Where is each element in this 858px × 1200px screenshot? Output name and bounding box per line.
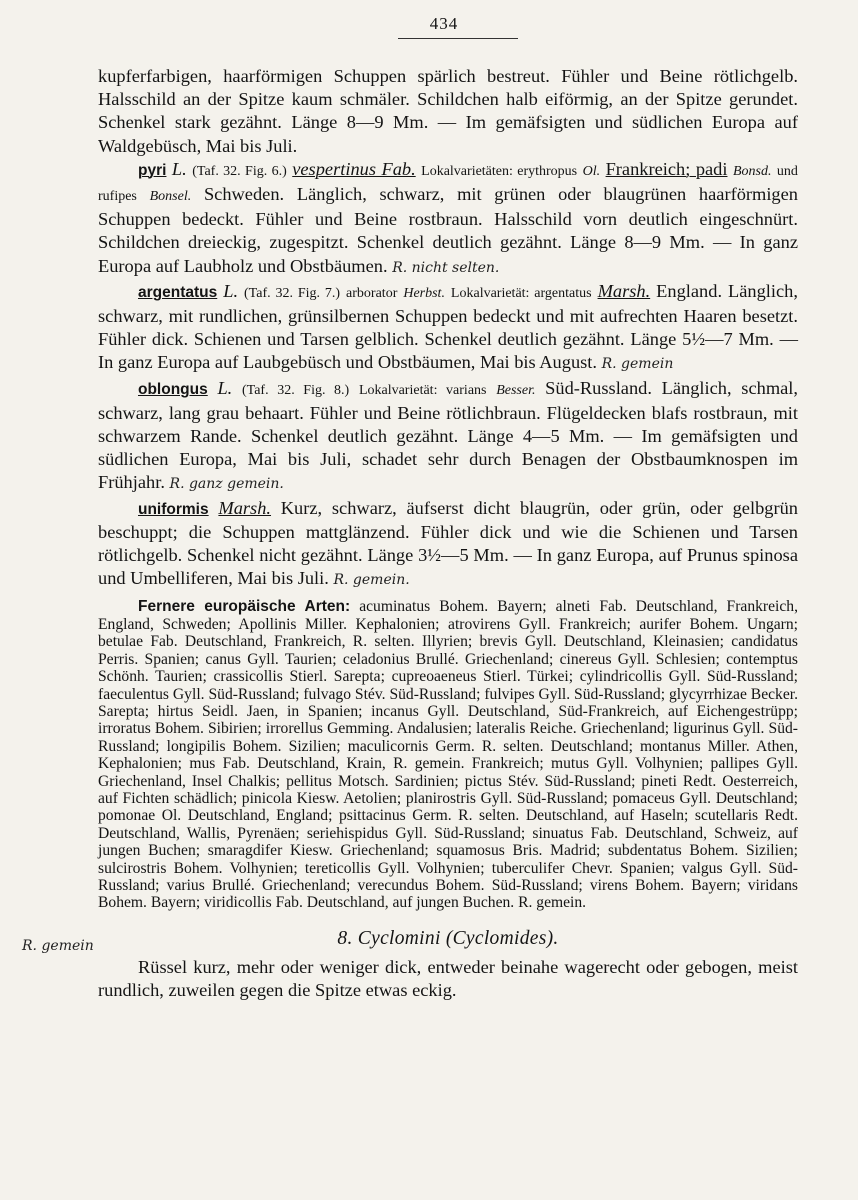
further-species-label: Fernere europäische Arten: xyxy=(138,598,351,616)
species-author: L. xyxy=(171,158,187,179)
handwritten-note: R. ganz gemein. xyxy=(169,476,284,493)
description: England. Länglich, schwarz, mit rundlichen, grünsilbernen Schuppen bedeckt und mit aufrechten Haaren besetzt. Fühler dick. Schienen und Tarsen gelblich. Schenkel deutlich gezähnt. Länge 5½—7 Mm. — In ganz Europa auf Laubgebüsch und Obstbäumen, Mai bis August. xyxy=(98,280,798,373)
variety-label: und rufipes xyxy=(98,163,798,205)
synonym: arborator xyxy=(346,285,398,301)
section-text xyxy=(98,956,798,1003)
species-author: Marsh. xyxy=(218,497,272,518)
variety-label: Lokalvarietät: varians xyxy=(358,382,487,398)
entry-pyri xyxy=(98,158,798,280)
further-species-paragraph xyxy=(98,598,798,911)
locality-text: Frankreich; padi xyxy=(605,158,728,179)
header-rule xyxy=(398,38,518,39)
further-species xyxy=(98,598,798,911)
page-number: 434 xyxy=(429,14,459,33)
paragraph-continued: kupferfarbigen, haarförmigen Schuppen spärlich bestreut. Fühler und Beine rötlichgelb. Halsschild an der Spitze kaum schmäler. Schildchen halb eiförmig, an der Spitze gerundet. Schenkel stark gezähnt. Länge 8—9 Mm. — Im gemäfsigten und südlichen Europa auf Waldgebüsch, Mai bis Juli. xyxy=(98,66,798,156)
species-name: oblongus xyxy=(138,380,208,398)
description: Schweden. Länglich, schwarz, mit grünen oder blaugrünen haarförmigen Schuppen bedeckt. Fühler und Beine rostbraun. Halsschild vorn deutlich eingeschnürt. Schildchen dreieckig, zugespitzt. Schenkel deutlich gezähnt. Länge 8—9 Mm. — In ganz Europa auf Laubholz und Obstbäumen. xyxy=(98,184,798,276)
variety-label: Lokalvarietät: argentatus xyxy=(450,285,592,301)
handwritten-note: R. nicht selten. xyxy=(392,259,500,276)
section-paragraph: Rüssel kurz, mehr oder weniger dick, entweder beinahe wagerecht oder gebogen, meist rundlich, zuweilen gegen die Spitze etwas eckig. xyxy=(98,956,798,1001)
species-name: argentatus xyxy=(138,283,218,301)
variety-label: Lokalvarietäten: erythropus xyxy=(421,163,578,179)
entry-oblongus xyxy=(98,377,798,497)
main-text xyxy=(98,65,798,592)
description: Süd-Russland. Länglich, schmal, schwarz, lang grau behaart. Fühler und Beine rötlichbraun. Flügeldecken blafs rostbraun, mit schwarzem Rande. Schenkel deutlich gezähnt. Länge 4—5 Mm. — Im gemäfsigten und südlichen Europa, Mai bis Juli, schadet sehr durch Benagen der Obstbaumknospen im Frühjahr. xyxy=(98,377,798,493)
handwritten-note: R. gemein. xyxy=(333,572,410,589)
plate-reference: (Taf. 32. Fig. 8.) xyxy=(241,382,350,398)
entry-argentatus xyxy=(98,280,798,377)
species-author: L. xyxy=(223,280,239,301)
variety-author: Marsh. xyxy=(597,280,651,301)
variety-author: Besser. xyxy=(496,382,536,398)
variety-author: Ol. xyxy=(582,163,601,179)
description: Kurz, schwarz, äufserst dicht blaugrün, oder grün, oder gelbgrün beschuppt; die Schuppen mattglänzend. Fühler dick und wie die Schienen und Tarsen rötlichgelb. Schenkel nicht gezähnt. Länge 3½—5 Mm. — In ganz Europa, auf Prunus spinosa und Umbelliferen, Mai bis Juli. xyxy=(98,497,798,589)
species-author: L. xyxy=(217,377,233,398)
plate-reference: (Taf. 32. Fig. 6.) xyxy=(192,163,287,179)
plate-reference: (Taf. 32. Fig. 7.) xyxy=(244,285,341,301)
synonym: vespertinus Fab. xyxy=(292,158,416,179)
species-name: uniformis xyxy=(138,500,209,518)
further-species-text: acuminatus Bohem. Bayern; alneti Fab. Deutschland, Frankreich, England, Schweden; Apollinis Miller. Kephalonien; atrovirens Gyll. Frankreich; aurifer Bohem. Ungarn; betulae Fab. Deutschland, Frankreich, R. selten. Illyrien; brevis Gyll. Deutschland, Kleinasien; candidatus Perris. Spanien; canus Gyll. Taurien; celadonius Brullé. Griechenland; cinereus Gyll. Schlesien; contemptus Schönh. Taurien; crassicollis Stierl. Sarepta; cupreoaeneus Stierl. Türkei; cylindricollis Gyll. Süd-Russland; faeculentus Gyll. Süd-Russland; fulvago Stév. Süd-Russland; fulvipes Gyll. Süd-Russland; glycyrrhizae Becker. Sarepta; hirtus Seidl. Jaen, in Spanien; incanus Gyll. Deutschland, Süd-Frankreich, auf Eichengestrüpp; irroratus Bohem. Sibirien; irrorellus Gemming. Andalusien; lateralis Reiche. Griechenland; ligurinus Gyll. Süd-Russland; longipilis Bohem. Sizilien; maculicornis Germ. R. selten. Deutschland; montanus Miller. Athen, Kephalonien; mus Fab. Deutschland, Krain, R. gemein. Frankreich; mutus Gyll. Volhynien; pallipes Gyll. Griechenland, Insel Chalkis; pellitus Motsch. Sardinien; pictus Stév. Süd-Russland; pineti Redt. Oesterreich, auf Fichten schädlich; pinicola Kiesw. Aetolien; planirostris Gyll. Süd-Russland; pomaceus Gyll. Deutschland; pomonae Ol. Deutschland, England; psittacinus Germ. R. selten. Deutschland, auf Haseln; scutellaris Redt. Deutschland, Wallis, Pyrenäen; seriehispidus Gyll. Süd-Russland; sinuatus Fab. Deutschland, Schweiz, auf jungen Buchen; smaragdifer Kiesw. Griechenland; squamosus Bris. Madrid; subdentatus Bohem. Sizilien; sulcirostris Bohem. Volhynien; tereticollis Gyll. Volhynien; tuberculifer Chevr. Spanien; valgus Gyll. Süd-Russland; varius Brullé. Griechenland; verecundus Bohem. Süd-Russland; virens Bohem. Bayern; viridans Bohem. Bayern; viridicollis Fab. Deutschland, auf jungen Buchen. R. gemein. xyxy=(98,598,798,912)
variety-author: Bonsel. xyxy=(149,189,192,205)
section-heading: 8. Cyclomini (Cyclomides). xyxy=(337,927,559,949)
variety-author: Bonsd. xyxy=(732,163,772,179)
margin-note: R. gemein xyxy=(22,938,94,954)
handwritten-note: R. gemein xyxy=(601,356,674,373)
species-name: pyri xyxy=(138,161,167,179)
entry-uniformis xyxy=(98,497,798,593)
synonym-author: Herbst. xyxy=(403,285,445,301)
